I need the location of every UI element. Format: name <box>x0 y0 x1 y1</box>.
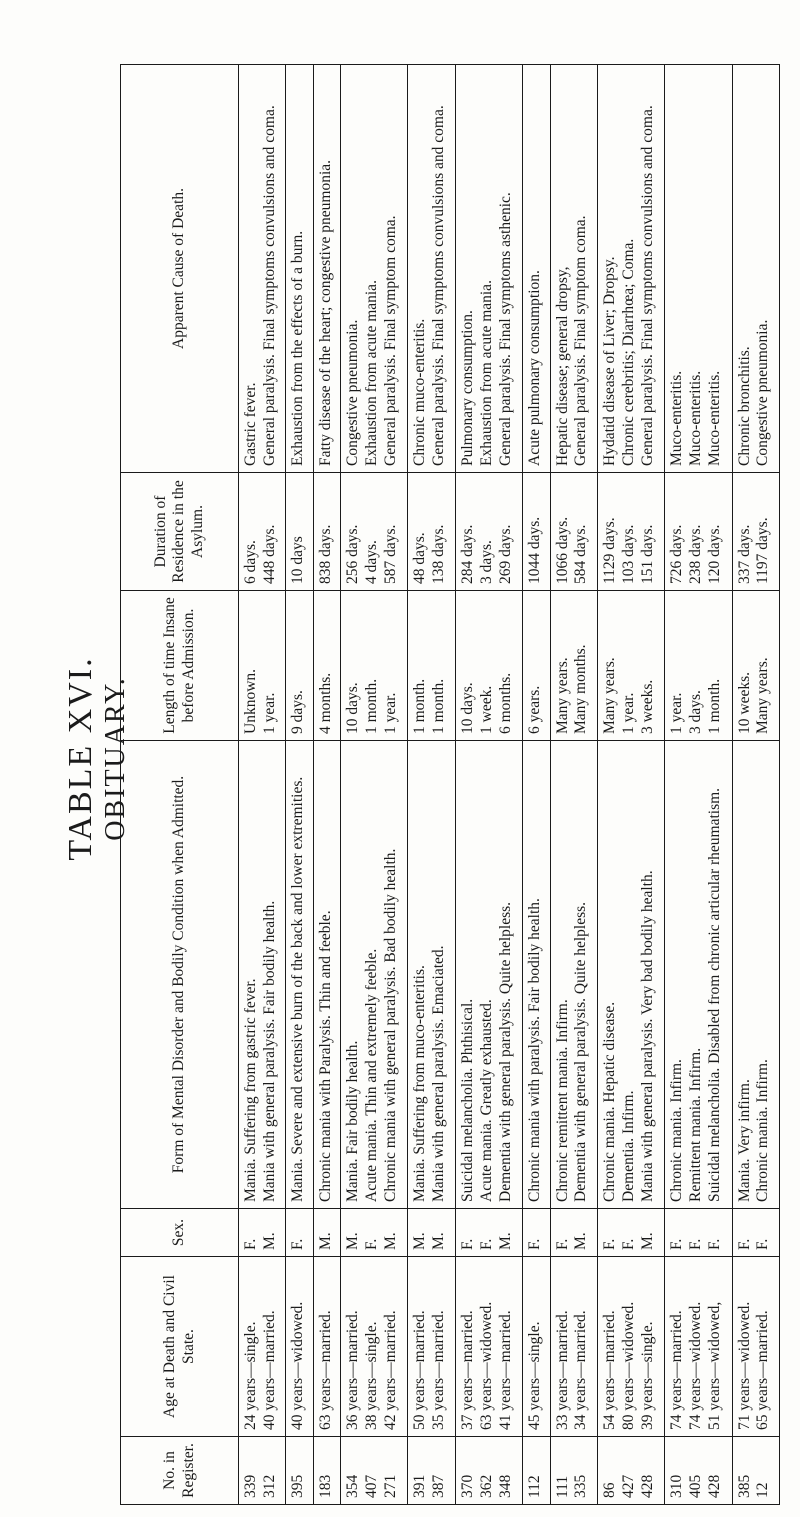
cell-line: 10 days <box>289 536 307 584</box>
cell-line: 587 days. <box>381 524 399 584</box>
cell-line: Mania with general paralysis. Emaciated. <box>430 945 448 1202</box>
cell-line: 4 days. <box>363 540 381 584</box>
cause-cell <box>239 65 286 473</box>
cell-line: F. <box>526 1238 544 1250</box>
cell-line: F. <box>477 1238 495 1250</box>
cell-line: 337 days. <box>735 524 753 584</box>
cell-line: 151 days. <box>638 524 656 584</box>
table-row <box>523 65 550 1505</box>
duration-cell <box>313 473 340 591</box>
table-row <box>341 65 408 1505</box>
table-row <box>286 65 313 1505</box>
cell-line: M. <box>316 1232 334 1250</box>
cause-cell <box>550 65 597 473</box>
cell-line: Mania. Suffering from gastric fever. <box>242 978 259 1202</box>
cell-line: 310 <box>668 1474 686 1498</box>
cell-line: 271 <box>381 1474 399 1498</box>
cell-line: 1 month. <box>430 678 448 734</box>
cell-line: General paralysis. Final symptoms convulsions and coma. <box>260 105 278 466</box>
cell-line: 3 days. <box>477 540 495 584</box>
time-insane-cell <box>523 591 550 741</box>
duration-cell <box>523 473 550 591</box>
cell-line: 1066 days. <box>553 516 571 584</box>
cell-line: 1 year. <box>619 692 637 734</box>
age-cell <box>341 1257 408 1437</box>
cell-line: 86 <box>600 1482 618 1498</box>
table-row <box>732 65 779 1505</box>
sex-cell <box>455 1209 522 1257</box>
table-row <box>313 65 340 1505</box>
table-subtitle: OBITUARY. <box>100 676 131 841</box>
register-cell <box>550 1437 597 1505</box>
cell-line: 405 <box>687 1474 705 1498</box>
cell-line: 74 years—widowed. <box>687 1301 705 1430</box>
cell-line: General paralysis. Final symptom coma. <box>381 215 399 466</box>
cell-line: General paralysis. Final symptom coma. <box>572 215 590 466</box>
cell-line: 1197 days. <box>754 517 772 584</box>
cell-line: M. <box>260 1232 278 1250</box>
cell-line: Many years. <box>553 657 571 734</box>
register-cell <box>455 1437 522 1505</box>
cell-line: 407 <box>363 1474 381 1498</box>
cell-line: 103 days. <box>619 524 637 584</box>
cell-line: Congestive pneumonia. <box>754 319 772 466</box>
obituary-table <box>120 64 780 1505</box>
sex-cell <box>732 1209 779 1257</box>
age-cell <box>732 1257 779 1437</box>
cell-line: General paralysis. Final symptoms asthenic. <box>496 192 514 466</box>
duration-cell <box>286 473 313 591</box>
cell-line: Mania with general paralysis. Fair bodily health. <box>260 900 278 1202</box>
cell-line: 1 year. <box>260 692 278 734</box>
cell-line: 37 years—married. <box>458 1310 476 1430</box>
cell-line: Unknown. <box>242 668 259 734</box>
cell-line: 45 years—single. <box>526 1321 544 1430</box>
cell-line: 6 months. <box>496 672 514 734</box>
cell-line: 40 years—married. <box>260 1310 278 1430</box>
duration-cell <box>239 473 286 591</box>
cause-cell <box>523 65 550 473</box>
cell-line: 38 years—single. <box>363 1321 381 1430</box>
cell-line: 428 <box>638 1474 656 1498</box>
cell-line: F. <box>687 1238 705 1250</box>
time-insane-cell <box>665 591 732 741</box>
cell-line: 24 years—single. <box>242 1321 259 1430</box>
time-insane-cell <box>239 591 286 741</box>
duration-cell <box>732 473 779 591</box>
cause-cell <box>341 65 408 473</box>
sex-cell <box>313 1209 340 1257</box>
sex-cell <box>665 1209 732 1257</box>
cell-line: Mania. Severe and extensive burn of the back and lower extremities. <box>289 776 307 1202</box>
cell-line: 1044 days. <box>526 516 544 584</box>
cell-line: Acute mania. Thin and extremely feeble. <box>363 948 381 1202</box>
cell-line: 120 days. <box>706 524 724 584</box>
cell-line: 448 days. <box>260 524 278 584</box>
cell-line: Dementia with general paralysis. Quite helpless. <box>572 901 590 1202</box>
age-cell <box>523 1257 550 1437</box>
cell-line: Chronic cerebritis; Diarrhœa; Coma. <box>619 238 637 466</box>
cell-line: F. <box>706 1238 724 1250</box>
form-cell <box>408 741 455 1209</box>
table-row <box>550 65 597 1505</box>
cell-line: Acute pulmonary consumption. <box>526 270 544 466</box>
cell-line: Hydatid disease of Liver; Dropsy. <box>600 256 618 466</box>
cell-line: 80 years—widowed. <box>619 1301 637 1430</box>
time-insane-cell <box>408 591 455 741</box>
cause-cell <box>313 65 340 473</box>
cell-line: 238 days. <box>687 524 705 584</box>
cell-line: Chronic muco-enteritis. <box>411 318 429 466</box>
cell-line: 4 months. <box>316 672 334 734</box>
cell-line: 35 years—married. <box>430 1310 448 1430</box>
cell-line: Remittent mania. Infirm. <box>687 1047 705 1202</box>
age-cell <box>408 1257 455 1437</box>
register-cell <box>313 1437 340 1505</box>
cell-line: 6 days. <box>242 540 259 584</box>
age-cell <box>455 1257 522 1437</box>
cell-line: Dementia with general paralysis. Quite helpless. <box>496 901 514 1202</box>
cell-line: Many years. <box>754 657 772 734</box>
cause-cell <box>408 65 455 473</box>
cell-line: F. <box>668 1238 686 1250</box>
time-insane-cell <box>313 591 340 741</box>
cause-cell <box>597 65 664 473</box>
cell-line: 10 days. <box>344 682 362 734</box>
cell-line: F. <box>458 1238 476 1250</box>
cell-line: Many years. <box>600 657 618 734</box>
form-cell <box>313 741 340 1209</box>
cell-line: 54 years—married. <box>600 1310 618 1430</box>
cell-line: Congestive pneumonia. <box>344 319 362 466</box>
time-insane-cell <box>455 591 522 741</box>
sex-cell <box>286 1209 313 1257</box>
register-cell <box>523 1437 550 1505</box>
cell-line: 50 years—married. <box>411 1310 429 1430</box>
cell-line: 41 years—married. <box>496 1310 514 1430</box>
form-cell <box>523 741 550 1209</box>
age-cell <box>286 1257 313 1437</box>
cell-line: Many months. <box>572 644 590 734</box>
col-header-duration: Duration of Residence in the Asylum. <box>121 473 239 591</box>
cell-line: 63 years—married. <box>316 1310 334 1430</box>
time-insane-cell <box>550 591 597 741</box>
cell-line: 51 years—widowed, <box>706 1301 724 1430</box>
cell-line: Chronic mania. Infirm. <box>754 1059 772 1202</box>
cell-line: 362 <box>477 1474 495 1498</box>
form-cell <box>239 741 286 1209</box>
cell-line: Acute mania. Greatly exhausted. <box>477 999 495 1202</box>
cell-line: Chronic mania with Paralysis. Thin and feeble. <box>316 910 334 1202</box>
sex-cell <box>550 1209 597 1257</box>
cell-line: 42 years—married. <box>381 1310 399 1430</box>
cell-line: 838 days. <box>316 524 334 584</box>
cell-line: F. <box>363 1238 381 1250</box>
cell-line: 40 years—widowed. <box>289 1301 307 1430</box>
cell-line: 10 weeks. <box>735 672 753 734</box>
sex-cell <box>597 1209 664 1257</box>
duration-cell <box>597 473 664 591</box>
form-cell <box>665 741 732 1209</box>
cell-line: Fatty disease of the heart; congestive pneumonia. <box>316 159 334 466</box>
cell-line: 33 years—married. <box>553 1310 571 1430</box>
table-row <box>665 65 732 1505</box>
table-body <box>239 65 780 1505</box>
age-cell <box>665 1257 732 1437</box>
cell-line: Hepatic disease; general dropsy, <box>553 266 571 466</box>
age-cell <box>313 1257 340 1437</box>
cell-line: 71 years—widowed. <box>735 1301 753 1430</box>
cell-line: 1 year. <box>381 692 399 734</box>
cell-line: F. <box>600 1238 618 1250</box>
cell-line: 10 days. <box>458 682 476 734</box>
cell-line: Muco-enteritis. <box>687 370 705 466</box>
cell-line: Chronic bronchitis. <box>735 346 753 466</box>
table-row <box>239 65 286 1505</box>
cell-line: M. <box>411 1232 429 1250</box>
cell-line: M. <box>572 1232 590 1250</box>
cell-line: Suicidal melancholia. Disabled from chronic articular rheumatism. <box>706 787 724 1202</box>
form-cell <box>732 741 779 1209</box>
cell-line: 111 <box>553 1475 571 1498</box>
cell-line: 726 days. <box>668 524 686 584</box>
cell-line: 427 <box>619 1474 637 1498</box>
cell-line: F. <box>553 1238 571 1250</box>
cell-line: Mania with general paralysis. Very bad bodily health. <box>638 870 656 1202</box>
age-cell <box>239 1257 286 1437</box>
register-cell <box>597 1437 664 1505</box>
cell-line: 112 <box>526 1475 544 1498</box>
col-header-register: No. in Register. <box>121 1437 239 1505</box>
table-row <box>597 65 664 1505</box>
cell-line: General paralysis. Final symptoms convulsions and coma. <box>430 105 448 466</box>
cell-line: 39 years—single. <box>638 1321 656 1430</box>
cell-line: 385 <box>735 1474 753 1498</box>
cell-line: F. <box>619 1238 637 1250</box>
cell-line: 138 days. <box>430 524 448 584</box>
cell-line: F. <box>289 1238 307 1250</box>
cell-line: 428 <box>706 1474 724 1498</box>
cell-line: 348 <box>496 1474 514 1498</box>
cell-line: M. <box>430 1232 448 1250</box>
cell-line: Exhaustion from acute mania. <box>477 280 495 466</box>
time-insane-cell <box>597 591 664 741</box>
table-row <box>408 65 455 1505</box>
cell-line: M. <box>344 1232 362 1250</box>
cell-line: 256 days. <box>344 524 362 584</box>
cell-line: Chronic mania. Infirm. <box>668 1059 686 1202</box>
cell-line: 1 month. <box>706 678 724 734</box>
cell-line: 1 month. <box>411 678 429 734</box>
register-cell <box>408 1437 455 1505</box>
cell-line: Muco-enteritis. <box>668 370 686 466</box>
cell-line: M. <box>381 1232 399 1250</box>
duration-cell <box>341 473 408 591</box>
cell-line: 9 days. <box>289 690 307 734</box>
cell-line: 74 years—married. <box>668 1310 686 1430</box>
cell-line: 284 days. <box>458 524 476 584</box>
cell-line: 1129 days. <box>600 517 618 584</box>
sex-cell <box>239 1209 286 1257</box>
cell-line: F. <box>735 1238 753 1250</box>
cell-line: Dementia. Infirm. <box>619 1090 637 1202</box>
header-row <box>121 65 239 1505</box>
cell-line: 65 years—married. <box>754 1310 772 1430</box>
cell-line: M. <box>638 1232 656 1250</box>
cell-line: 387 <box>430 1474 448 1498</box>
form-cell <box>286 741 313 1209</box>
cell-line: Chronic remittent mania. Infirm. <box>553 999 571 1202</box>
sex-cell <box>408 1209 455 1257</box>
cell-line: Exhaustion from acute mania. <box>363 280 381 466</box>
time-insane-cell <box>732 591 779 741</box>
cause-cell <box>732 65 779 473</box>
register-cell <box>341 1437 408 1505</box>
col-header-form: Form of Mental Disorder and Bodily Condition when Admitted. <box>121 741 239 1209</box>
cell-line: Mania. Fair bodily health. <box>344 1040 362 1202</box>
table-row <box>455 65 522 1505</box>
cell-line: 34 years—married. <box>572 1310 590 1430</box>
cause-cell <box>665 65 732 473</box>
sex-cell <box>523 1209 550 1257</box>
cell-line: 63 years—widowed. <box>477 1301 495 1430</box>
cell-line: 48 days. <box>411 532 429 584</box>
cell-line: Suicidal melancholia. Phthisical. <box>458 998 476 1202</box>
cell-line: 391 <box>411 1474 429 1498</box>
cell-line: Gastric fever. <box>242 382 259 466</box>
age-cell <box>550 1257 597 1437</box>
cell-line: 1 month. <box>363 678 381 734</box>
cause-cell <box>455 65 522 473</box>
duration-cell <box>408 473 455 591</box>
time-insane-cell <box>341 591 408 741</box>
cell-line: Exhaustion from the effects of a burn. <box>289 230 307 466</box>
cell-line: 3 weeks. <box>638 679 656 734</box>
cell-line: 370 <box>458 1474 476 1498</box>
table-title: TABLE XVI. <box>62 656 99 861</box>
cell-line: 584 days. <box>572 524 590 584</box>
cell-line: Chronic mania. Hepatic disease. <box>600 1001 618 1202</box>
form-cell <box>341 741 408 1209</box>
cell-line: Chronic mania with general paralysis. Bad bodily health. <box>381 848 399 1202</box>
form-cell <box>455 741 522 1209</box>
form-cell <box>550 741 597 1209</box>
cell-line: 395 <box>289 1474 307 1498</box>
cell-line: 1 year. <box>668 692 686 734</box>
col-header-time-insane: Length of time Insane before Admission. <box>121 591 239 741</box>
cell-line: 354 <box>344 1474 362 1498</box>
register-cell <box>665 1437 732 1505</box>
cell-line: 183 <box>316 1474 334 1498</box>
cell-line: 6 years. <box>526 685 544 734</box>
cell-line: F. <box>754 1238 772 1250</box>
cell-line: 36 years—married. <box>344 1310 362 1430</box>
form-cell <box>597 741 664 1209</box>
cell-line: Muco-enteritis. <box>706 370 724 466</box>
register-cell <box>239 1437 286 1505</box>
col-header-cause: Apparent Cause of Death. <box>121 65 239 473</box>
cell-line: 12 <box>754 1482 772 1498</box>
cell-line: 1 week. <box>477 685 495 734</box>
age-cell <box>597 1257 664 1437</box>
cell-line: 339 <box>242 1474 259 1498</box>
col-header-sex: Sex. <box>121 1209 239 1257</box>
time-insane-cell <box>286 591 313 741</box>
cell-line: 312 <box>260 1474 278 1498</box>
duration-cell <box>665 473 732 591</box>
cell-line: 3 days. <box>687 690 705 734</box>
cell-line: Chronic mania with paralysis. Fair bodily health. <box>526 898 544 1202</box>
obituary-table-rotated <box>120 65 780 1505</box>
cause-cell <box>286 65 313 473</box>
cell-line: 269 days. <box>496 524 514 584</box>
duration-cell <box>455 473 522 591</box>
cell-line: Mania. Suffering from muco-enteritis. <box>411 965 429 1202</box>
cell-line: Pulmonary consumption. <box>458 310 476 466</box>
cell-line: General paralysis. Final symptoms convulsions and coma. <box>638 105 656 466</box>
col-header-age: Age at Death and Civil State. <box>121 1257 239 1437</box>
cell-line: F. <box>242 1238 259 1250</box>
cell-line: M. <box>496 1232 514 1250</box>
cell-line: Mania. Very infirm. <box>735 1079 753 1202</box>
register-cell <box>732 1437 779 1505</box>
sex-cell <box>341 1209 408 1257</box>
cell-line: 335 <box>572 1474 590 1498</box>
duration-cell <box>550 473 597 591</box>
register-cell <box>286 1437 313 1505</box>
